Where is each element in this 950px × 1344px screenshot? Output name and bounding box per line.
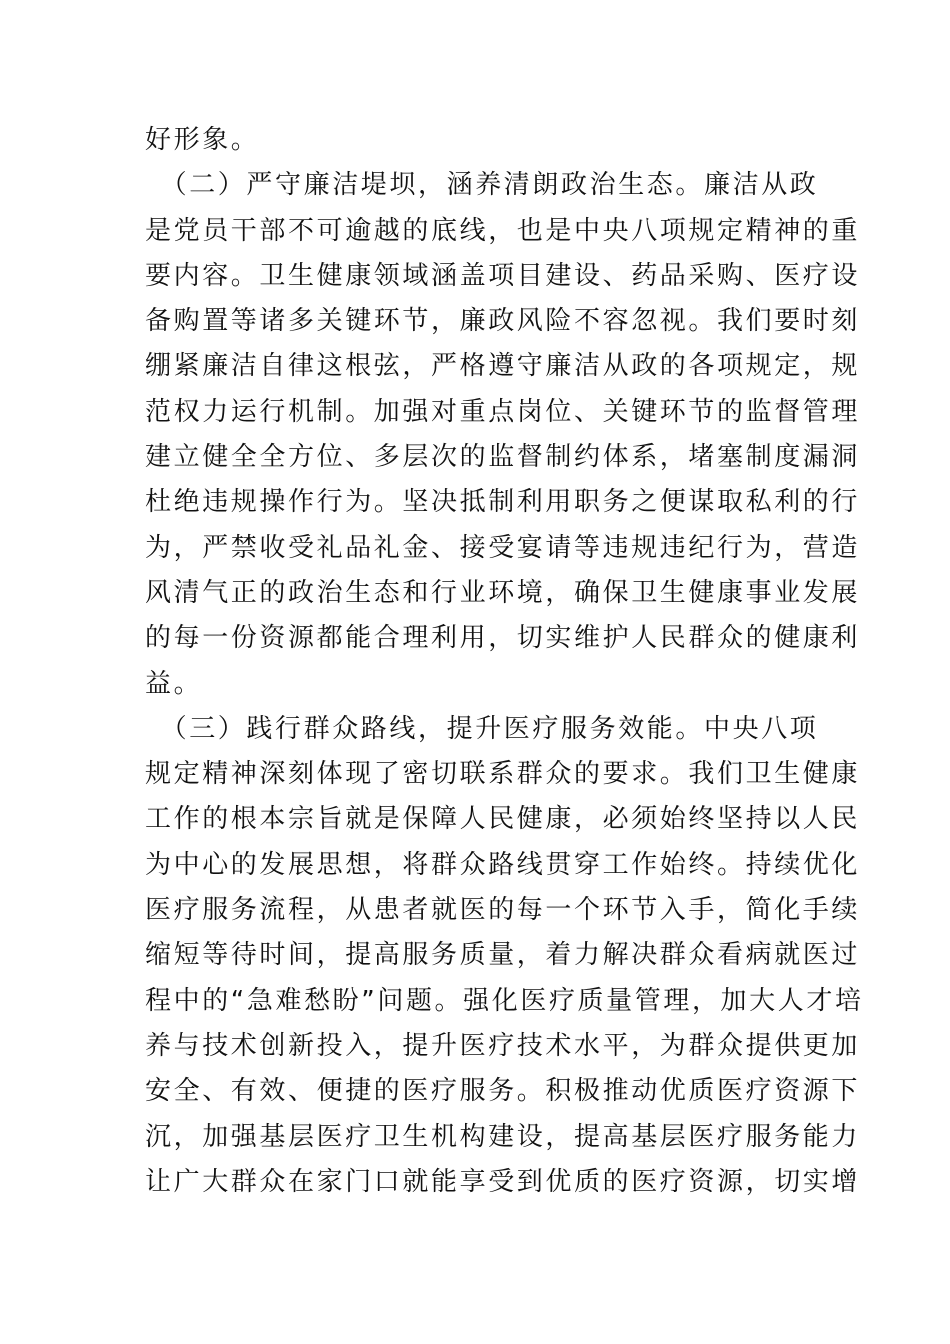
text-line: 安全、有效、便捷的医疗服务。积极推动优质医疗资源下 — [145, 1076, 861, 1107]
text-line: 要内容。卫生健康领域涵盖项目建设、药品采购、医疗设 — [145, 260, 861, 291]
text-line: 为中心的发展思想，将群众路线贯穿工作始终。持续优化 — [145, 849, 861, 880]
text-line: 风清气正的政治生态和行业环境，确保卫生健康事业发展 — [145, 577, 861, 608]
text-line: 让广大群众在家门口就能享受到优质的医疗资源，切实增 — [145, 1166, 861, 1197]
text-line: 医疗服务流程，从患者就医的每一个环节入手，简化手续 — [145, 895, 861, 926]
text-line: 缩短等待时间，提高服务质量，着力解决群众看病就医过 — [145, 940, 861, 971]
text-line: 程中的“急难愁盼”问题。强化医疗质量管理，加大人才培 — [145, 985, 864, 1016]
text-line: 规定精神深刻体现了密切联系群众的要求。我们卫生健康 — [145, 759, 861, 790]
text-line: 范权力运行机制。加强对重点岗位、关键环节的监督管理 — [145, 396, 861, 427]
text-line: 好形象。 — [145, 125, 260, 155]
text-line: 备购置等诸多关键环节，廉政风险不容忽视。我们要时刻 — [145, 306, 861, 337]
text-line: 益。 — [145, 668, 203, 699]
text-line: 的每一份资源都能合理利用，切实维护人民群众的健康利 — [145, 623, 861, 654]
section-heading-line: （三）践行群众路线，提升医疗服务效能。中央八项 — [145, 713, 819, 744]
text-line: 为，严禁收受礼品礼金、接受宴请等违规违纪行为，营造 — [145, 532, 861, 563]
text-line: 沉，加强基层医疗卫生机构建设，提高基层医疗服务能力 — [145, 1121, 861, 1152]
section-heading-line: （二）严守廉洁堤坝，涵养清朗政治生态。廉洁从政 — [145, 170, 819, 201]
text-line: 绷紧廉洁自律这根弦，严格遵守廉洁从政的各项规定，规 — [145, 351, 861, 382]
text-line: 工作的根本宗旨就是保障人民健康，必须始终坚持以人民 — [145, 804, 861, 835]
text-line: 杜绝违规操作行为。坚决抵制利用职务之便谋取私利的行 — [145, 487, 861, 518]
text-line: 养与技术创新投入，提升医疗技术水平，为群众提供更加 — [145, 1030, 861, 1061]
text-line: 是党员干部不可逾越的底线，也是中央八项规定精神的重 — [145, 215, 861, 246]
text-line: 建立健全全方位、多层次的监督制约体系，堵塞制度漏洞 — [145, 442, 861, 473]
document-body — [145, 118, 864, 1205]
